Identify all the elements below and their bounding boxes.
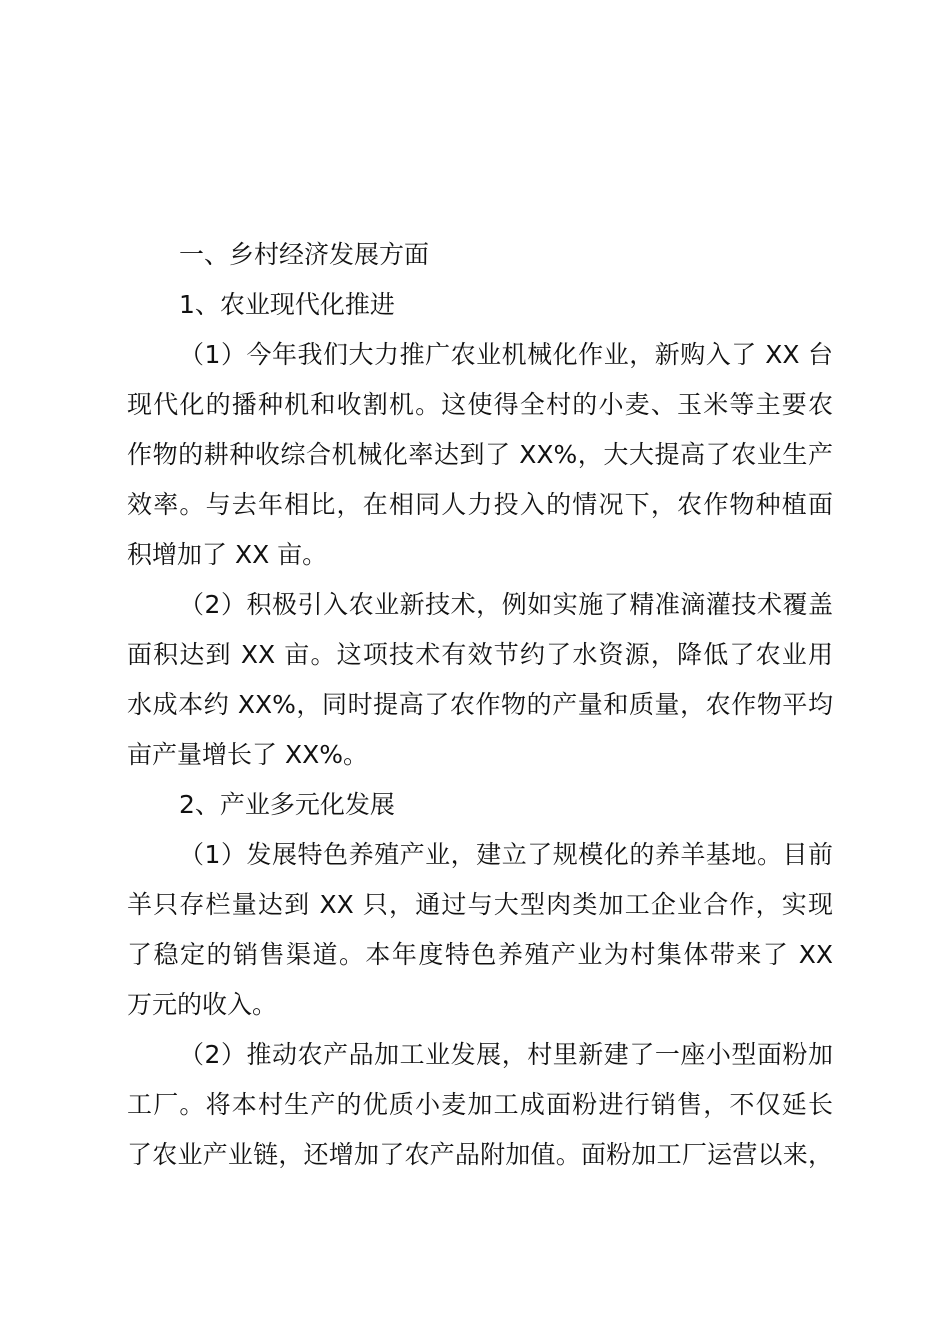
paragraph-line: 了农业产业链，还增加了农产品附加值。面粉加工厂运营以来， (127, 1140, 833, 1169)
paragraph-line: 工厂。将本村生产的优质小麦加工成面粉进行销售，不仅延长 (127, 1090, 833, 1119)
subsection-heading: 1、农业现代化推进 (179, 290, 395, 319)
subsection-heading: 2、产业多元化发展 (179, 790, 395, 819)
paragraph-line: （2）积极引入农业新技术，例如实施了精准滴灌技术覆盖 (179, 590, 833, 619)
paragraph-line: 万元的收入。 (127, 990, 278, 1019)
paragraph-line: 水成本约 XX%，同时提高了农作物的产量和质量，农作物平均 (127, 690, 833, 719)
paragraph-line: （2）推动农产品加工业发展，村里新建了一座小型面粉加 (179, 1040, 833, 1069)
section-heading: 一、乡村经济发展方面 (179, 240, 430, 269)
paragraph-line: 积增加了 XX 亩。 (127, 540, 328, 569)
paragraph-line: （1）今年我们大力推广农业机械化作业，新购入了 XX 台 (179, 340, 833, 369)
document-body (127, 230, 833, 1180)
paragraph-line: （1）发展特色养殖产业，建立了规模化的养羊基地。目前 (179, 840, 833, 869)
paragraph-line: 亩产量增长了 XX%。 (127, 740, 368, 769)
paragraph-line: 羊只存栏量达到 XX 只，通过与大型肉类加工企业合作，实现 (127, 890, 833, 919)
paragraph-line: 作物的耕种收综合机械化率达到了 XX%，大大提高了农业生产 (127, 440, 833, 469)
paragraph-line: 现代化的播种机和收割机。这使得全村的小麦、玉米等主要农 (127, 390, 833, 419)
paragraph-line: 面积达到 XX 亩。这项技术有效节约了水资源，降低了农业用 (127, 640, 833, 669)
paragraph-line: 效率。与去年相比，在相同人力投入的情况下，农作物种植面 (127, 490, 833, 519)
paragraph-line: 了稳定的销售渠道。本年度特色养殖产业为村集体带来了 XX (127, 940, 833, 969)
